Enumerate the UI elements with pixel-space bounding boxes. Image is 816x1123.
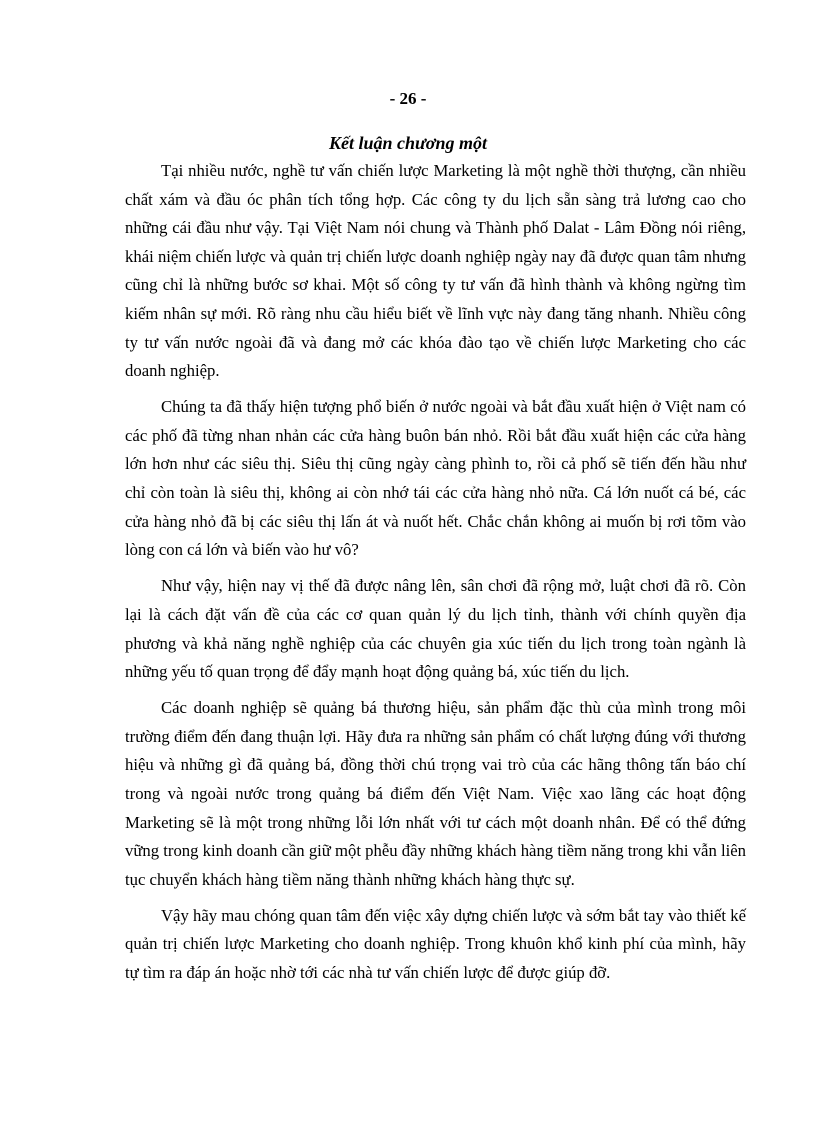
paragraph-4: Các doanh nghiệp sẽ quảng bá thương hiệu, sản phẩm đặc thù của mình trong môi trường điểm đến đang thuận lợi. Hãy đưa ra những sản phẩm có chất lượng đúng với thương hiệu và những gì đã quảng bá, đồng thời chú trọng vai trò của các hãng thông tấn báo chí trong và ngoài nước trong quảng bá điểm đến Việt Nam. Việc xao lãng các hoạt động Marketing sẽ là một trong những lỗi lớn nhất với tư cách một doanh nhân. Để có thể đứng vững trong kinh doanh cần giữ một phễu đầy những khách hàng tiềm năng trong khi vẫn liên tục chuyển khách hàng tiềm năng thành những khách hàng thực sự. bbox=[125, 698, 746, 889]
paragraph-5: Vậy hãy mau chóng quan tâm đến việc xây dựng chiến lược và sớm bắt tay vào thiết kế quản trị chiến lược Marketing cho doanh nghiệp. Trong khuôn khổ kinh phí của mình, hãy tự tìm ra đáp án hoặc nhờ tới các nhà tư vấn chiến lược để được giúp đỡ. bbox=[125, 905, 746, 983]
page-number: - 26 - bbox=[389, 89, 427, 108]
body-text bbox=[125, 157, 746, 995]
paragraph-1: Tại nhiều nước, nghề tư vấn chiến lược Marketing là một nghề thời thượng, cần nhiều chất xám và đầu óc phân tích tổng hợp. Các công ty du lịch sẵn sàng trả lương cao cho những cái đầu như vậy. Tại Việt Nam nói chung và Thành phố Dalat - Lâm Đồng nói riêng, khái niệm chiến lược và quản trị chiến lược doanh nghiệp ngày nay đã được quan tâm nhưng cũng chỉ là những bước sơ khai. Một số công ty tư vấn đã hình thành và không ngừng tìm kiếm nhân sự mới. Rõ ràng nhu cầu hiểu biết về lĩnh vực này đang tăng nhanh. Nhiều công ty tư vấn nước ngoài đã và đang mở các khóa đào tạo về chiến lược Marketing cho các doanh nghiệp. bbox=[125, 161, 746, 381]
chapter-title: Kết luận chương một bbox=[329, 133, 487, 153]
paragraph-2: Chúng ta đã thấy hiện tượng phổ biến ở nước ngoài và bắt đầu xuất hiện ở Việt nam có các phố đã từng nhan nhản các cửa hàng buôn bán nhỏ. Rồi bắt đầu xuất hiện các cửa hàng lớn hơn như các siêu thị. Siêu thị cũng ngày càng phình to, rồi cả phố sẽ tiến đến hầu như chỉ còn toàn là siêu thị, không ai còn nhớ tái các cửa hàng nhỏ nữa. Cá lớn nuốt cá bé, các cửa hàng nhỏ đã bị các siêu thị lấn át và nuốt hết. Chắc chắn không ai muốn bị rơi tõm vào lòng con cá lớn và biến vào hư vô? bbox=[125, 397, 746, 560]
paragraph-3: Như vậy, hiện nay vị thế đã được nâng lên, sân chơi đã rộng mở, luật chơi đã rõ. Còn lại là cách đặt vấn đề của các cơ quan quản lý du lịch tỉnh, thành với chính quyền địa phương và khả năng nghề nghiệp của các chuyên gia xúc tiến du lịch trong toàn ngành là những yếu tố quan trọng để đẩy mạnh hoạt động quảng bá, xúc tiến du lịch. bbox=[125, 576, 746, 682]
